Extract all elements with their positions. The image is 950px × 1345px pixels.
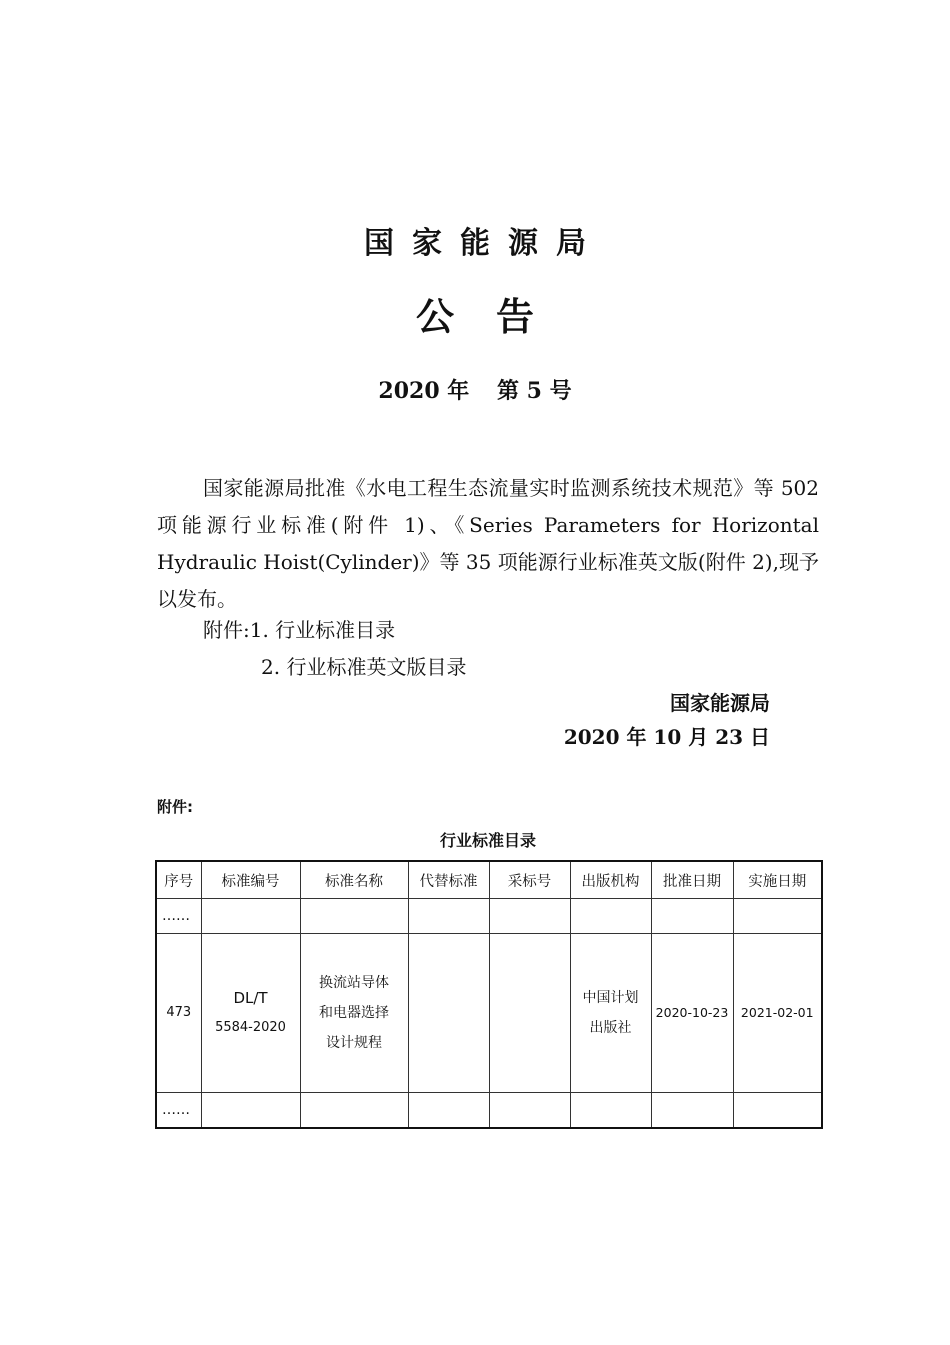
cell-seq: 473 [156,934,201,1093]
column-header-adopted: 采标号 [489,861,570,899]
document-type: 公告 [415,295,576,339]
column-header-name: 标准名称 [300,861,408,899]
column-header-code: 标准编号 [201,861,300,899]
document-year: 2020 年 [378,378,470,404]
table-row [156,899,822,934]
ellipsis-cell: …… [156,1093,201,1129]
column-header-effective-date: 实施日期 [733,861,822,899]
cell-approve-date: 2020-10-23 [651,934,733,1093]
cell-adopted [489,934,570,1093]
column-header-replaces: 代替标准 [408,861,489,899]
attachment-item-1: 附件:1. 行业标准目录 [203,618,396,642]
appendix-label: 附件: [157,798,193,816]
table-row [156,1093,822,1129]
attachment-item-2: 2. 行业标准英文版目录 [261,655,467,679]
ellipsis-cell: …… [156,899,201,934]
column-header-seq: 序号 [156,861,201,899]
table-row [156,934,822,1093]
cell-code-line2: 5584-2020 [215,1020,286,1035]
table-header-row [156,861,822,899]
table-title: 行业标准目录 [439,831,536,850]
org-title: 国家能源局 [364,226,604,261]
cell-name-line2: 和电器选择 [319,1005,389,1021]
standards-table [155,860,823,1129]
cell-code-line1: DL/T [233,989,268,1007]
cell-name [300,934,408,1093]
cell-publisher-line1: 中国计划 [582,990,639,1006]
cell-name-line3: 设计规程 [326,1035,382,1051]
signature-org: 国家能源局 [670,691,770,715]
signature-date: 2020 年 10 月 23 日 [563,725,770,749]
announcement-paragraph: 国家能源局批准《水电工程生态流量实时监测系统技术规范》等 502 项能源行业标准(附件 1)、《Series Parameters for Horizontal Hydraulic Hoist(Cylinder)》等 35 项能源行业标准英文版(附件 2),现予以发布。 [157,476,819,611]
column-header-approve-date: 批准日期 [651,861,733,899]
cell-name-line1: 换流站导体 [319,975,389,991]
cell-effective-date: 2021-02-01 [733,934,822,1093]
cell-replaces [408,934,489,1093]
column-header-publisher: 出版机构 [570,861,651,899]
document-issue-number: 第 5 号 [496,378,572,404]
cell-code [201,934,300,1093]
cell-publisher-line2: 出版社 [589,1020,632,1036]
cell-publisher [570,934,651,1093]
document-number [0,374,950,405]
